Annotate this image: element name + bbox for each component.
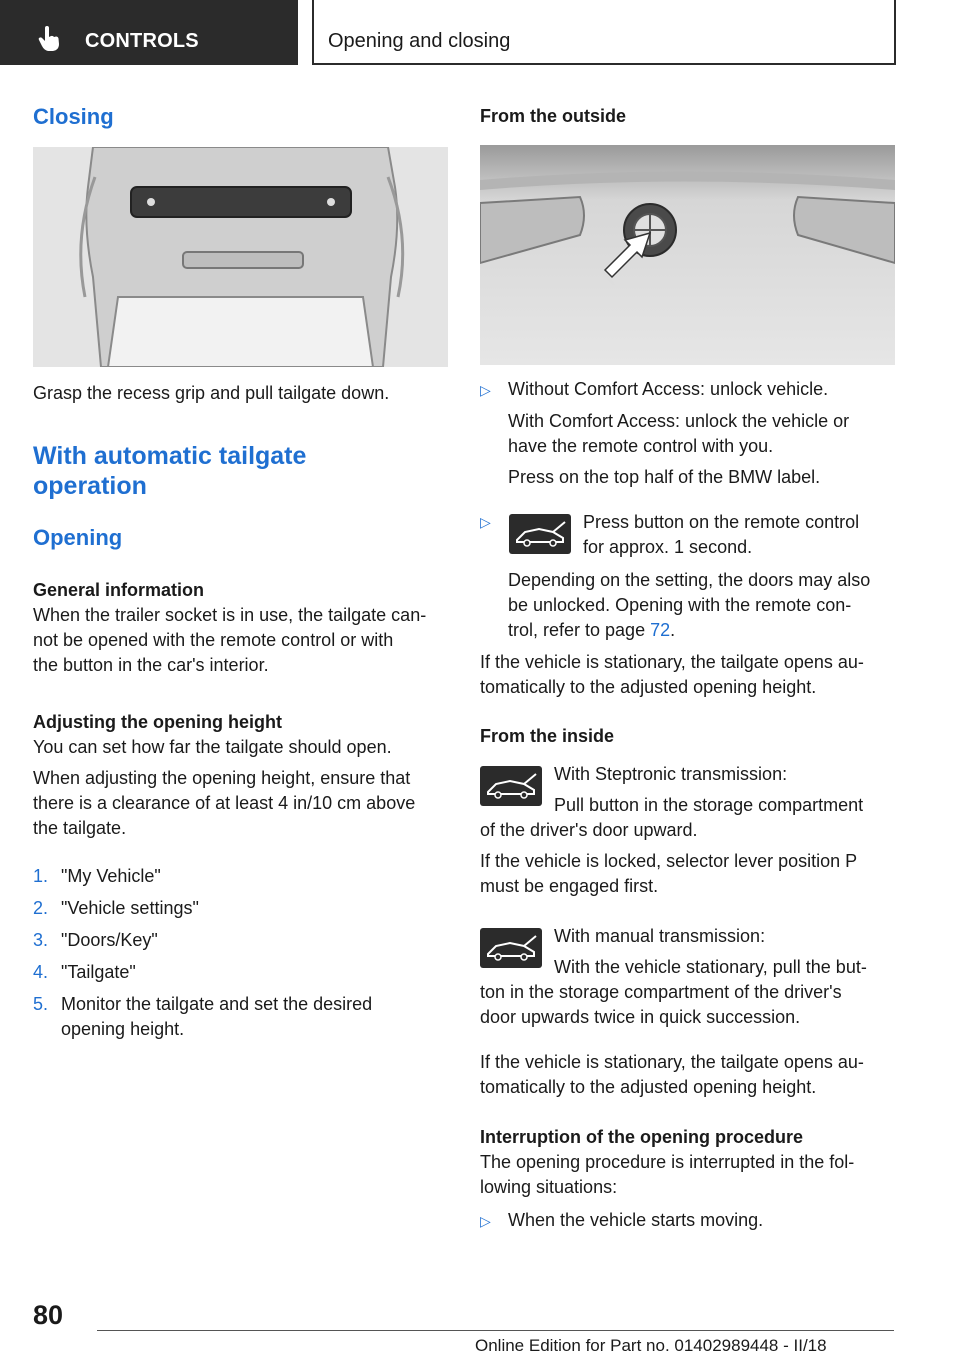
text-line: If the vehicle is locked, selector lever position P: [480, 851, 858, 871]
text-line: be unlocked. Opening with the remote con-: [508, 595, 852, 615]
text-line: If the vehicle is stationary, the tailgate opens au-: [480, 1052, 864, 1072]
text-line: When adjusting the opening height, ensure that: [33, 768, 411, 788]
from-outside-heading: From the outside: [480, 106, 627, 126]
stationary-paragraph-1: [480, 650, 896, 700]
text-line: opening height.: [61, 1019, 185, 1039]
footer-divider: [97, 1330, 894, 1331]
adjusting-height-heading: Adjusting the opening height: [33, 712, 282, 732]
text-line: When the trailer socket is in use, the tailgate can-: [33, 605, 427, 625]
text-line: for approx. 1 second.: [583, 537, 753, 557]
tailgate-button-icon: [480, 766, 542, 806]
interruption-heading: Interruption of the opening procedure: [480, 1127, 803, 1147]
text-line: Press on the top half of the BMW label.: [508, 467, 821, 487]
page-number: 80: [33, 1300, 64, 1330]
bmw-label-illustration: [480, 145, 895, 365]
stationary-paragraph-2: [480, 1050, 896, 1100]
bullet-arrow-icon: ▷: [480, 1213, 491, 1229]
list-item: 4. "Tailgate": [33, 962, 136, 982]
text-line: With manual transmission:: [554, 926, 766, 946]
hand-pointer-icon: [38, 26, 60, 52]
list-item: 2. "Vehicle settings": [33, 898, 199, 918]
text-line: the tailgate.: [33, 818, 127, 838]
footer-edition: Online Edition for Part no. 01402989448 - II/18: [475, 1336, 827, 1355]
bullet-remote-control: [480, 510, 896, 643]
list-item: 1. "My Vehicle": [33, 866, 161, 886]
text-line: With Steptronic transmission:: [554, 764, 788, 784]
bullet-arrow-icon: ▷: [480, 382, 491, 398]
text-line: tomatically to the adjusted opening height.: [480, 1077, 817, 1097]
text-line: lowing situations:: [480, 1177, 618, 1197]
text-line: not be opened with the remote control or with: [33, 630, 394, 650]
closing-text: Grasp the recess grip and pull tailgate down.: [33, 383, 390, 403]
list-item: 5. Monitor the tailgate and set the desired: [33, 994, 373, 1014]
text-line: must be engaged first.: [480, 876, 659, 896]
tailgate-button-icon: [480, 928, 542, 968]
text-line: there is a clearance of at least 4 in/10 cm above: [33, 793, 416, 813]
text-line: Press button on the remote control: [583, 512, 860, 532]
text-line: With Comfort Access: unlock the vehicle or: [508, 411, 850, 431]
text-line: the button in the car's interior.: [33, 655, 269, 675]
text-line: trol, refer to page 72.: [508, 620, 676, 640]
text-line: door upwards twice in quick succession.: [480, 1007, 801, 1027]
header-title-box: [312, 0, 896, 65]
section-label: CONTROLS: [85, 30, 199, 52]
steps-list: [33, 864, 448, 1042]
bullet-comfort-access: ▷ Without Comfort Access: unlock vehicle. With Comfort Access: unlock the vehicle or have the remote control with you. Press on the top half of the BMW label.: [480, 377, 896, 490]
header-section-tab: [0, 0, 298, 65]
opening-heading: Opening: [33, 525, 123, 550]
interruption-block: [480, 1125, 896, 1234]
list-item: ▷ When the vehicle starts moving.: [480, 1208, 896, 1234]
text-line: Pull button in the storage compartment: [554, 795, 864, 815]
text-line: of the driver's door upward.: [480, 820, 698, 840]
text-line: You can set how far the tailgate should open.: [33, 737, 392, 757]
auto-tailgate-heading: With automatic tailgate operation: [33, 442, 307, 500]
page-reference-link[interactable]: 72: [650, 620, 671, 640]
chapter-title: Opening and closing: [328, 30, 511, 52]
text-line: tomatically to the adjusted opening height.: [480, 677, 817, 697]
text-line: The opening procedure is interrupted in the fol-: [480, 1152, 855, 1172]
steptronic-block: [480, 762, 896, 899]
from-inside-heading: From the inside: [480, 726, 615, 746]
tailgate-interior-illustration: [33, 147, 448, 367]
adjusting-height-block: [33, 710, 448, 841]
closing-heading: Closing: [33, 104, 114, 129]
text-line: Depending on the setting, the doors may also: [508, 570, 871, 590]
general-information-block: [33, 578, 448, 678]
bullet-arrow-icon: ▷: [480, 514, 491, 530]
text-line: have the remote control with you.: [508, 436, 774, 456]
text-line: ton in the storage compartment of the driver's: [480, 982, 842, 1002]
tailgate-button-icon: [509, 514, 571, 554]
text-line: With the vehicle stationary, pull the but-: [554, 957, 867, 977]
list-item: 3. "Doors/Key": [33, 930, 158, 950]
manual-transmission-block: [480, 924, 896, 1030]
general-information-heading: General information: [33, 580, 205, 600]
text-line: If the vehicle is stationary, the tailgate opens au-: [480, 652, 864, 672]
